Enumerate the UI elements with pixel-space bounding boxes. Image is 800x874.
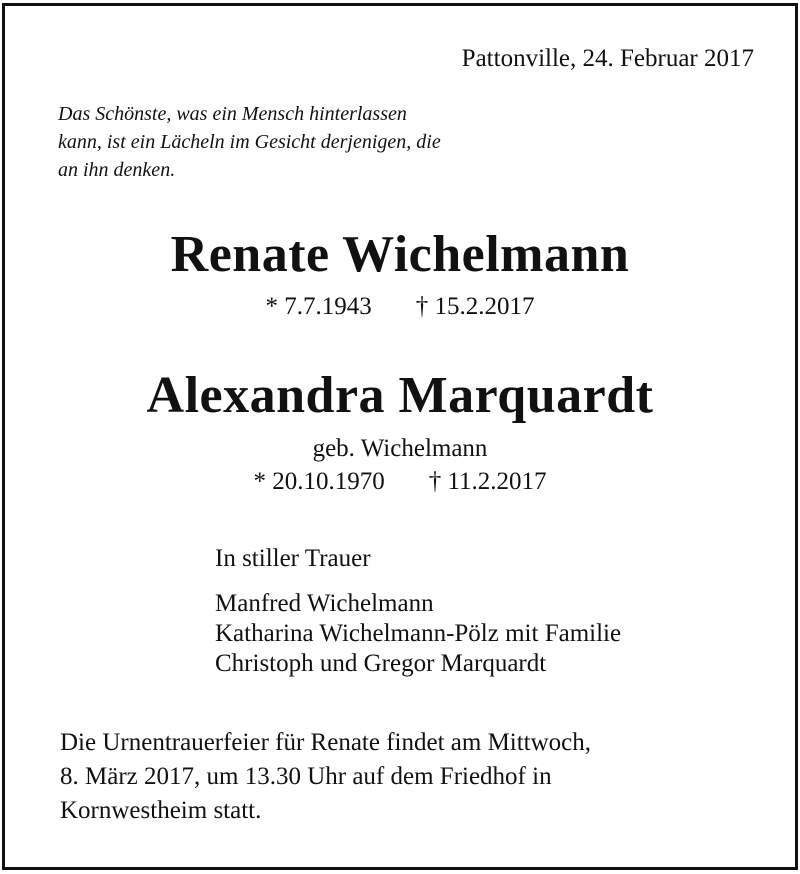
notice-line: Die Urnentrauerfeier für Renate findet am Mittwoch, bbox=[60, 729, 592, 756]
death-date: † 15.2.2017 bbox=[415, 293, 535, 320]
birth-date: * 7.7.1943 bbox=[265, 293, 372, 320]
memorial-quote bbox=[58, 100, 528, 184]
life-dates-renate bbox=[0, 292, 800, 322]
place-date: Pattonville, 24. Februar 2017 bbox=[461, 45, 754, 72]
life-dates-alexandra bbox=[0, 467, 800, 497]
maiden-name: geb. Wichelmann bbox=[312, 435, 488, 462]
mourner-name: Christoph und Gregor Marquardt bbox=[215, 650, 547, 677]
funeral-notice bbox=[60, 726, 591, 828]
mourner-name: Manfred Wichelmann bbox=[215, 590, 434, 617]
deceased-name-alexandra: Alexandra Marquardt bbox=[146, 367, 654, 424]
death-date: † 11.2.2017 bbox=[428, 468, 547, 495]
mourners-block bbox=[215, 544, 621, 679]
birth-date: * 20.10.1970 bbox=[253, 468, 385, 495]
deceased-name-renate: Renate Wichelmann bbox=[170, 226, 630, 283]
mourner-name: Katharina Wichelmann-Pölz mit Familie bbox=[215, 620, 622, 647]
quote-line: Das Schönste, was ein Mensch hinterlassen bbox=[58, 103, 407, 125]
quote-line: an ihn denken. bbox=[58, 159, 176, 181]
notice-line: Kornwestheim statt. bbox=[60, 797, 262, 824]
notice-line: 8. März 2017, um 13.30 Uhr auf dem Friedhof in bbox=[60, 763, 552, 790]
mourning-intro: In stiller Trauer bbox=[215, 545, 371, 572]
quote-line: kann, ist ein Lächeln im Gesicht derjenigen, die bbox=[58, 131, 441, 153]
